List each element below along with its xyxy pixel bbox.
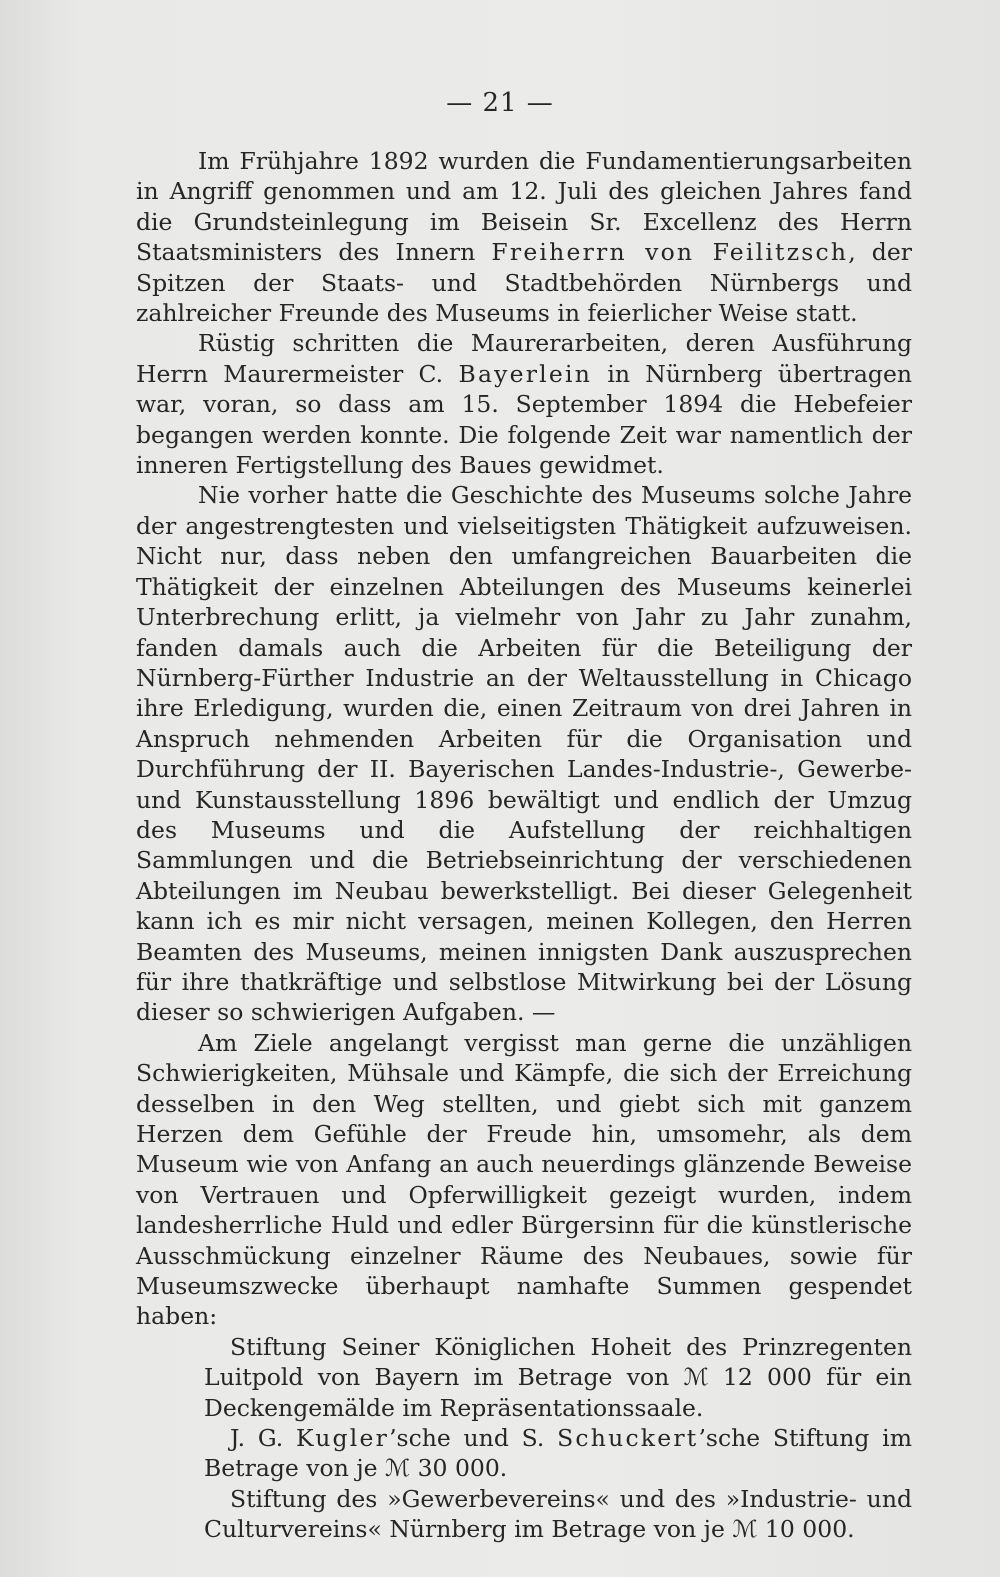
spaced-name: Schuckert: [557, 1424, 699, 1453]
text-fragment: ’sche Stiftung im Betrage von je ℳ 30 000.: [204, 1424, 912, 1483]
text-fragment: in Nürnberg übertragen war, voran, so dass am 15. September 1894 die Hebefeier begangen werden konnte. Die folgende Zeit war namentlich der inneren Fertigstellung des Baues gewidmet.: [136, 359, 912, 480]
text-fragment: , der Spitzen der Staats- und Stadtbehörden Nürnbergs und zahlreicher Freunde des Museums in feierlicher Weise statt.: [136, 238, 912, 328]
paragraph-masonry: [136, 328, 912, 480]
donation-item-kugler-schuckert: [204, 1423, 912, 1484]
paragraph-goal: Am Ziele angelangt vergisst man gerne die unzähligen Schwierigkeiten, Mühsale und Kämpfe, die sich der Erreichung desselben in den Weg stellten, und giebt sich mit ganzem Herzen dem Gefühle der Freude hin, umsomehr, als dem Museum wie von Anfang an auch neuerdings glänzende Beweise von Vertrauen und Opferwilligkeit gezeigt wurden, indem landesherrliche Huld und edler Bürgersinn für die künstlerische Ausschmückung einzelner Räume des Neubaues, sowie für Museumszwecke überhaupt namhafte Summen gespendet haben:: [136, 1028, 912, 1331]
donation-item-associations: [204, 1484, 912, 1545]
text-fragment: Stiftung Seiner Königlichen Hoheit des Prinzregenten Luitpold von Bayern im Betrage von ℳ 12 000 für ein Deckengemälde im Repräsentationssaale.: [204, 1332, 912, 1422]
paragraph-foundation: [136, 146, 912, 328]
spaced-name: Freiherrn von Feilitzsch: [491, 238, 849, 267]
text-fragment: ’sche und S.: [389, 1424, 558, 1453]
text-fragment: Rüstig schritten die Maurerarbeiten, deren Ausführung Herrn Maurermeister C.: [136, 329, 912, 388]
text-fragment: Im Frühjahre 1892 wurden die Fundamentierungsarbeiten in Angriff genommen und am 12. Juli des gleichen Jahres fand die Grundsteinlegung im Beisein Sr. Excellenz des Herrn Staatsministers des Innern: [136, 147, 912, 267]
text-fragment: J. G.: [230, 1424, 296, 1453]
paragraph-history: Nie vorher hatte die Geschichte des Museums solche Jahre der angestrengtesten und vielseitigsten Thätigkeit aufzuweisen. Nicht nur, dass neben den umfangreichen Bauarbeiten die Thätigkeit der einzelnen Abteilungen des Museums keinerlei Unterbrechung erlitt, ja vielmehr von Jahr zu Jahr zunahm, fanden damals auch die Arbeiten für die Beteiligung der Nürnberg-Fürther Industrie an der Weltausstellung in Chicago ihre Erledigung, wurden die, einen Zeitraum von drei Jahren in Anspruch nehmenden Arbeiten für die Organisation und Durchführung der II. Bayerischen Landes-Industrie-, Gewerbe- und Kunstausstellung 1896 bewältigt und endlich der Umzug des Museums und die Aufstellung der reichhaltigen Sammlungen und die Betriebseinrichtung der verschiedenen Abteilungen im Neubau bewerkstelligt. Bei dieser Gelegenheit kann ich es mir nicht versagen, meinen Kollegen, den Herren Beamten des Museums, meinen innigsten Dank auszusprechen für ihre thatkräftige und selbstlose Mitwirkung bei der Lösung dieser so schwierigen Aufgaben. —: [136, 481, 912, 1027]
page-number: — 21 —: [446, 88, 554, 118]
body-text: [136, 146, 912, 1545]
text-fragment: Stiftung des »Gewerbevereins« und des »Industrie- und Culturvereins« Nürnberg im Betrage von je ℳ 10 000.: [204, 1484, 912, 1544]
spaced-name: Kugler: [295, 1424, 390, 1453]
spaced-name: Bayerlein: [458, 359, 593, 388]
donation-item-prince-regent: [204, 1332, 912, 1423]
